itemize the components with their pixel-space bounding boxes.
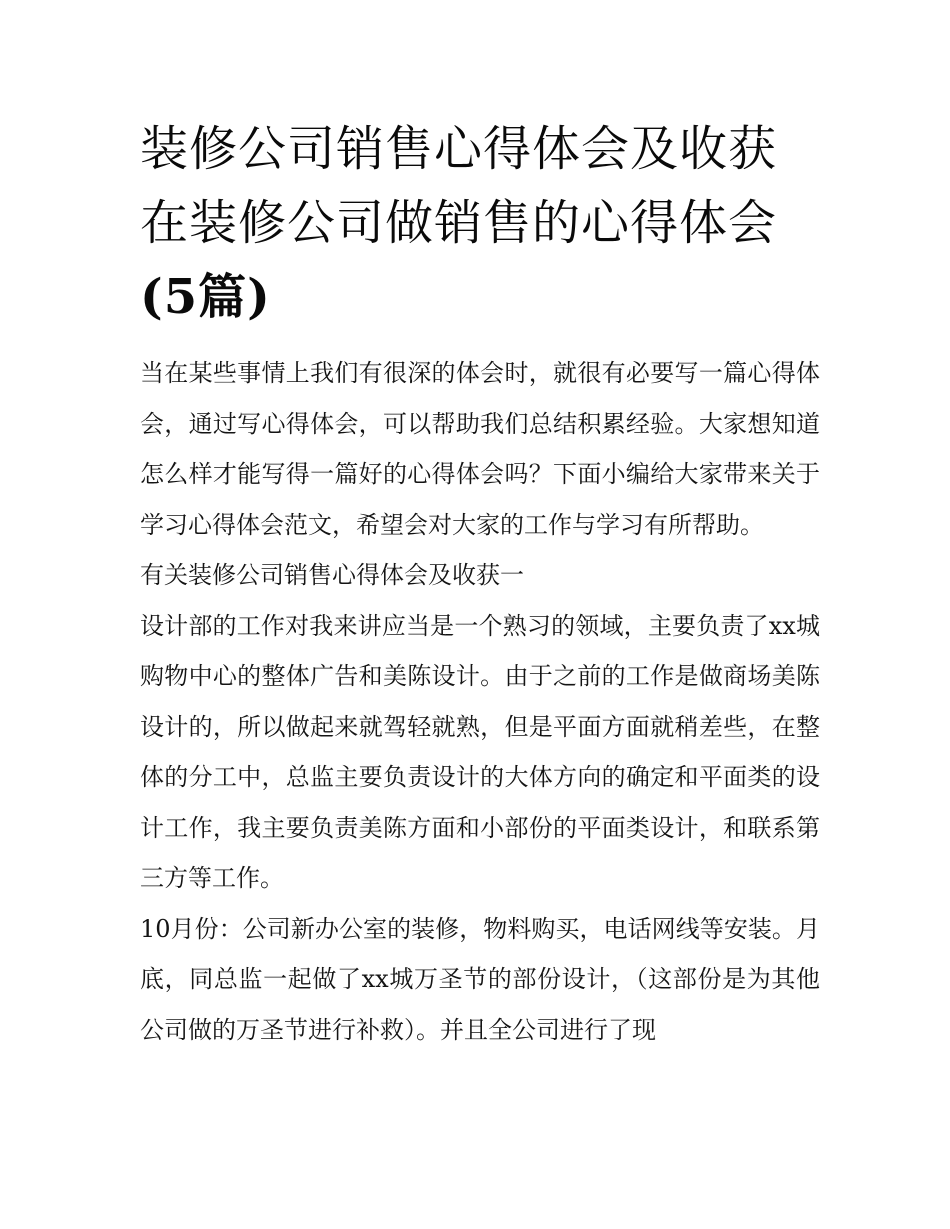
paragraph-intro: 当在某些事情上我们有很深的体会时，就很有必要写一篇心得体会，通过写心得体会，可以帮助我们总结积累经验。大家想知道怎么样才能写得一篇好的心得体会吗？下面小编给大家带来关于学习心得体会范文，希望会对大家的工作与学习有所帮助。 [140, 359, 820, 539]
paragraph-design-dept: 设计部的工作对我来讲应当是一个熟习的领域，主要负责了xx城购物中心的整体广告和美陈设计。由于之前的工作是做商场美陈设计的，所以做起来就驾轻就熟，但是平面方面就稍差些，在整体的分工中，总监主要负责设计的大体方向的确定和平面类的设计工作，我主要负责美陈方面和小部份的平面类设计，和联系第三方等工作。 [140, 611, 820, 892]
title-main: 装修公司销售心得体会及收获在装修公司做销售的心得体会 [140, 121, 778, 251]
document-title [140, 112, 820, 334]
title-count: (5篇) [140, 269, 271, 325]
paragraph-october: 10月份：公司新办公室的装修，物料购买，电话网线等安装。月底，同总监一起做了xx城万圣节的部份设计，（这部份是为其他公司做的万圣节进行补救）。并且全公司进行了现 [140, 914, 820, 1044]
document-page [140, 112, 820, 1055]
paragraph-heading: 有关装修公司销售心得体会及收获一 [140, 561, 524, 589]
